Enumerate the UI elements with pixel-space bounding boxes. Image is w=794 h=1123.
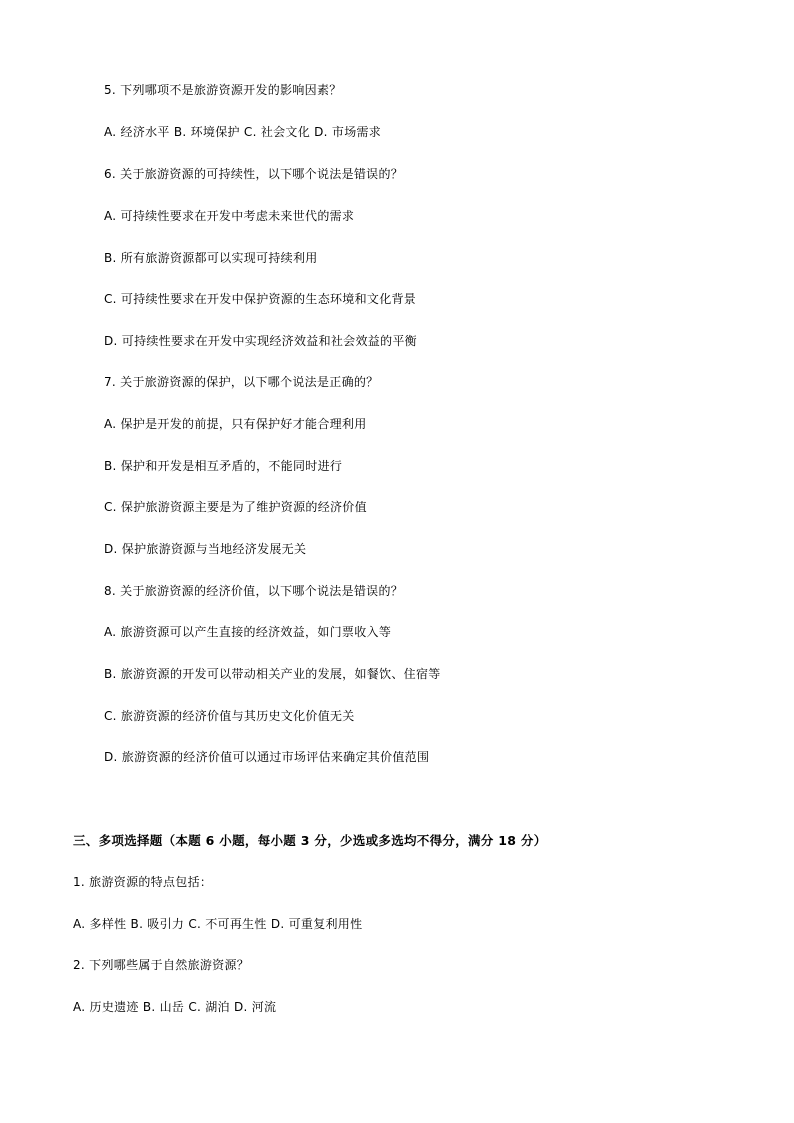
multi-question-1-options: A. 多样性 B. 吸引力 C. 不可再生性 D. 可重复利用性	[73, 917, 363, 931]
question-6-option-a: A. 可持续性要求在开发中考虑未来世代的需求	[104, 209, 355, 223]
question-8-option-c: C. 旅游资源的经济价值与其历史文化价值无关	[104, 709, 355, 723]
question-7-option-c: C. 保护旅游资源主要是为了维护资源的经济价值	[104, 500, 367, 514]
question-7-option-b: B. 保护和开发是相互矛盾的，不能同时进行	[104, 459, 343, 473]
multi-question-1-stem: 1. 旅游资源的特点包括：	[73, 875, 213, 889]
question-6-option-c: C. 可持续性要求在开发中保护资源的生态环境和文化背景	[104, 292, 417, 306]
question-6-option-d: D. 可持续性要求在开发中实现经济效益和社会效益的平衡	[104, 334, 417, 348]
question-6-stem: 6. 关于旅游资源的可持续性，以下哪个说法是错误的？	[104, 167, 404, 181]
question-8-option-a: A. 旅游资源可以产生直接的经济效益，如门票收入等	[104, 625, 392, 639]
question-5-options: A. 经济水平 B. 环境保护 C. 社会文化 D. 市场需求	[104, 125, 382, 139]
question-8-option-d: D. 旅游资源的经济价值可以通过市场评估来确定其价值范围	[104, 750, 430, 764]
question-7-option-d: D. 保护旅游资源与当地经济发展无关	[104, 542, 307, 556]
question-7-option-a: A. 保护是开发的前提，只有保护好才能合理利用	[104, 417, 367, 431]
question-8-option-b: B. 旅游资源的开发可以带动相关产业的发展，如餐饮、住宿等	[104, 667, 441, 681]
question-7-stem: 7. 关于旅游资源的保护，以下哪个说法是正确的？	[104, 375, 379, 389]
question-5-stem: 5. 下列哪项不是旅游资源开发的影响因素？	[104, 83, 342, 97]
question-8-stem: 8. 关于旅游资源的经济价值，以下哪个说法是错误的？	[104, 584, 404, 598]
multi-question-2-stem: 2. 下列哪些属于自然旅游资源？	[73, 958, 250, 972]
section-three-heading: 三、多项选择题（本题 6 小题，每小题 3 分，少选或多选均不得分，满分 18 分）	[73, 833, 547, 848]
question-6-option-b: B. 所有旅游资源都可以实现可持续利用	[104, 251, 318, 265]
multi-question-2-options: A. 历史遗迹 B. 山岳 C. 湖泊 D. 河流	[73, 1000, 277, 1014]
